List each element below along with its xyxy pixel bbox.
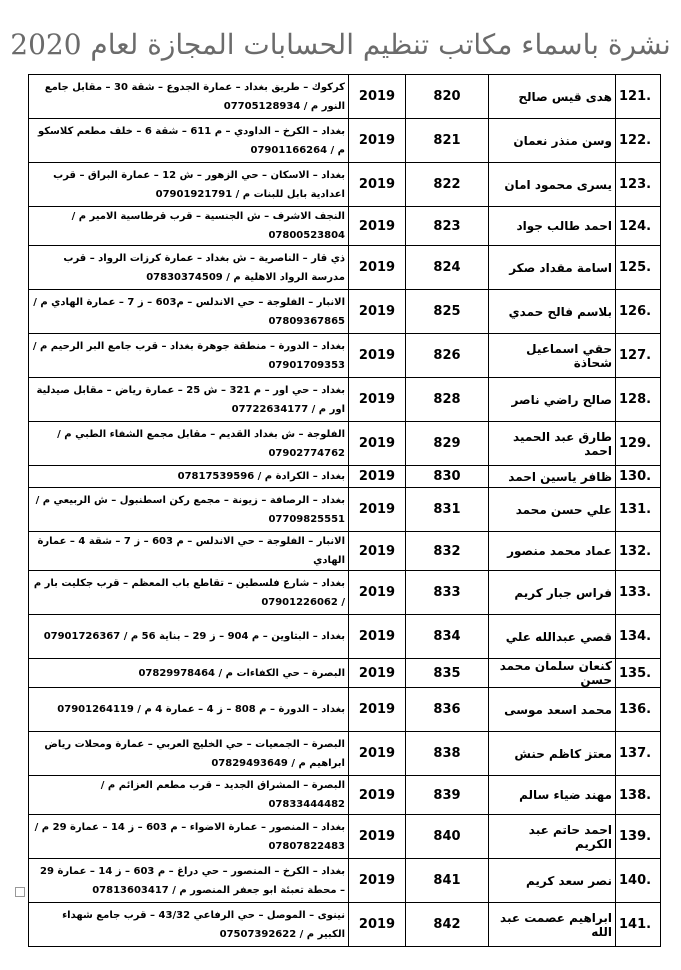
office-name: هدى قيس صالح — [489, 75, 616, 119]
office-year: 2019 — [349, 659, 406, 688]
office-code: 835 — [406, 659, 489, 688]
row-number: 133. — [616, 571, 661, 615]
table-row — [29, 246, 661, 290]
office-name: وسن منذر نعمان — [489, 119, 616, 163]
row-number: 126. — [616, 290, 661, 334]
table-row — [29, 488, 661, 532]
row-number: 139. — [616, 815, 661, 859]
office-address: بغداد – شارع فلسطين – تقاطع باب المعظم – قرب جكليت بار م / 07901226062 — [29, 571, 349, 615]
office-code: 821 — [406, 119, 489, 163]
row-number: 136. — [616, 688, 661, 732]
office-address: ذي قار – الناصرية – ش بغداد – عمارة كرزات الرواد – قرب مدرسة الرواد الاهلية م / 07830374509 — [29, 246, 349, 290]
office-address: بغداد – حي اور – م 321 – ش 25 – عمارة رياض – مقابل صيدلية اور م / 07722634177 — [29, 378, 349, 422]
office-year: 2019 — [349, 246, 406, 290]
row-number: 123. — [616, 163, 661, 207]
office-code: 831 — [406, 488, 489, 532]
table-row — [29, 659, 661, 688]
office-address: بغداد – الدورة – م 808 – ز 4 – عمارة 4 م / 07901264119 — [29, 688, 349, 732]
table-row — [29, 859, 661, 903]
office-code: 832 — [406, 532, 489, 571]
office-name: طارق عبد الحميد احمد — [489, 422, 616, 466]
row-number: 128. — [616, 378, 661, 422]
row-number: 122. — [616, 119, 661, 163]
office-address: البصرة – الجمعيات – حي الخليج العربي – عمارة ومحلات رياض ابراهيم م / 07829493649 — [29, 732, 349, 776]
table-row — [29, 378, 661, 422]
office-year: 2019 — [349, 334, 406, 378]
office-year: 2019 — [349, 688, 406, 732]
table-row — [29, 422, 661, 466]
row-number: 138. — [616, 776, 661, 815]
office-year: 2019 — [349, 378, 406, 422]
table-row — [29, 290, 661, 334]
office-code: 823 — [406, 207, 489, 246]
row-number: 125. — [616, 246, 661, 290]
table-row — [29, 571, 661, 615]
row-number: 134. — [616, 615, 661, 659]
offices-table — [28, 74, 661, 947]
office-code: 824 — [406, 246, 489, 290]
table-row — [29, 732, 661, 776]
office-address: بغداد – المنصور – عمارة الاضواء – م 603 – ز 14 – عمارة 29 م / 07807822483 — [29, 815, 349, 859]
office-name: حقي اسماعيل شحاذة — [489, 334, 616, 378]
office-code: 841 — [406, 859, 489, 903]
row-number: 127. — [616, 334, 661, 378]
office-code: 829 — [406, 422, 489, 466]
office-code: 834 — [406, 615, 489, 659]
row-number: 124. — [616, 207, 661, 246]
office-address: البصرة – حي الكفاءات م / 07829978464 — [29, 659, 349, 688]
office-year: 2019 — [349, 488, 406, 532]
office-code: 836 — [406, 688, 489, 732]
office-year: 2019 — [349, 776, 406, 815]
table-row — [29, 207, 661, 246]
page-marker — [15, 887, 25, 897]
table-row — [29, 466, 661, 488]
row-number: 135. — [616, 659, 661, 688]
office-name: ابراهيم عصمت عبد الله — [489, 903, 616, 947]
office-address: بغداد – الدورة – منطقة جوهرة بغداد – قرب جامع البر الرحيم م / 07901709353 — [29, 334, 349, 378]
office-year: 2019 — [349, 466, 406, 488]
office-address: البصرة – المشراق الجديد – قرب مطعم العزائم م / 07833444482 — [29, 776, 349, 815]
office-code: 828 — [406, 378, 489, 422]
office-year: 2019 — [349, 815, 406, 859]
office-name: يسرى محمود امان — [489, 163, 616, 207]
row-number: 140. — [616, 859, 661, 903]
row-number: 132. — [616, 532, 661, 571]
page-title: نشرة باسماء مكاتب تنظيم الحسابات المجازة لعام 2020 — [10, 28, 671, 61]
table-row — [29, 776, 661, 815]
office-code: 833 — [406, 571, 489, 615]
table-row — [29, 334, 661, 378]
office-name: ظافر ياسين احمد — [489, 466, 616, 488]
office-name: صالح راضي ناصر — [489, 378, 616, 422]
office-year: 2019 — [349, 119, 406, 163]
office-year: 2019 — [349, 732, 406, 776]
office-name: عماد محمد منصور — [489, 532, 616, 571]
office-name: قصي عبدالله علي — [489, 615, 616, 659]
office-code: 822 — [406, 163, 489, 207]
office-address: الانبار – الفلوجة – حي الاندلس – م 603 – ز 7 – شقة 4 – عمارة الهادي — [29, 532, 349, 571]
row-number: 121. — [616, 75, 661, 119]
office-address: بغداد – الاسكان – حي الزهور – ش 12 – عمارة البراق – قرب اعدادية بابل للبنات م / 07901921791 — [29, 163, 349, 207]
row-number: 141. — [616, 903, 661, 947]
office-address: نينوى – الموصل – حي الرفاعي 43/32 – قرب جامع شهداء الكبير م / 07507392622 — [29, 903, 349, 947]
office-name: علي حسن محمد — [489, 488, 616, 532]
office-address: بغداد – البتاوين – م 904 – ز 29 – بناية 56 م / 07901726367 — [29, 615, 349, 659]
office-year: 2019 — [349, 207, 406, 246]
office-name: كنعان سلمان محمد حسن — [489, 659, 616, 688]
office-code: 839 — [406, 776, 489, 815]
office-address: النجف الاشرف – ش الجنسية – قرب قرطاسية الامير م / 07800523804 — [29, 207, 349, 246]
office-name: اسامة مقداد صكر — [489, 246, 616, 290]
row-number: 130. — [616, 466, 661, 488]
table-row — [29, 532, 661, 571]
office-name: بلاسم فالح حمدي — [489, 290, 616, 334]
office-address: بغداد – الكرخ – الداودي – م 611 – شقة 6 – خلف مطعم كلاسكو م / 07901166264 — [29, 119, 349, 163]
office-name: احمد طالب جواد — [489, 207, 616, 246]
table-row — [29, 903, 661, 947]
office-year: 2019 — [349, 615, 406, 659]
office-address: الفلوجة – ش بغداد القديم – مقابل مجمع الشفاء الطبي م / 07902774762 — [29, 422, 349, 466]
office-code: 826 — [406, 334, 489, 378]
table-row — [29, 75, 661, 119]
office-code: 840 — [406, 815, 489, 859]
office-year: 2019 — [349, 571, 406, 615]
office-year: 2019 — [349, 859, 406, 903]
office-name: مهند ضياء سالم — [489, 776, 616, 815]
office-year: 2019 — [349, 75, 406, 119]
office-year: 2019 — [349, 163, 406, 207]
table-row — [29, 163, 661, 207]
office-code: 820 — [406, 75, 489, 119]
office-name: نصر سعد كريم — [489, 859, 616, 903]
office-year: 2019 — [349, 903, 406, 947]
office-code: 825 — [406, 290, 489, 334]
office-name: فراس جبار كريم — [489, 571, 616, 615]
row-number: 129. — [616, 422, 661, 466]
office-address: كركوك – طريق بغداد – عمارة الجدوع – شقة 30 – مقابل جامع النور م / 07705128934 — [29, 75, 349, 119]
office-name: احمد حاتم عبد الكريم — [489, 815, 616, 859]
office-address: الانبار – الفلوجة – حي الاندلس – م603 – ز 7 – عمارة الهادي م / 07809367865 — [29, 290, 349, 334]
office-year: 2019 — [349, 532, 406, 571]
office-address: بغداد – الكرادة م / 07817539596 — [29, 466, 349, 488]
office-code: 838 — [406, 732, 489, 776]
row-number: 137. — [616, 732, 661, 776]
table-row — [29, 815, 661, 859]
row-number: 131. — [616, 488, 661, 532]
table-row — [29, 688, 661, 732]
office-year: 2019 — [349, 422, 406, 466]
office-code: 830 — [406, 466, 489, 488]
office-year: 2019 — [349, 290, 406, 334]
table-row — [29, 119, 661, 163]
office-code: 842 — [406, 903, 489, 947]
office-name: معتز كاظم حنش — [489, 732, 616, 776]
table-row — [29, 615, 661, 659]
office-address: بغداد – الرصافة – زيونة – مجمع ركن اسطنبول – ش الربيعي م / 07709825551 — [29, 488, 349, 532]
office-address: بغداد – الكرخ – المنصور – حي دراغ – م 603 – ز 14 – عمارة 29 – محطة تعبئة ابو جعفر المنصور م / 07813603417 — [29, 859, 349, 903]
office-name: محمد اسعد موسى — [489, 688, 616, 732]
